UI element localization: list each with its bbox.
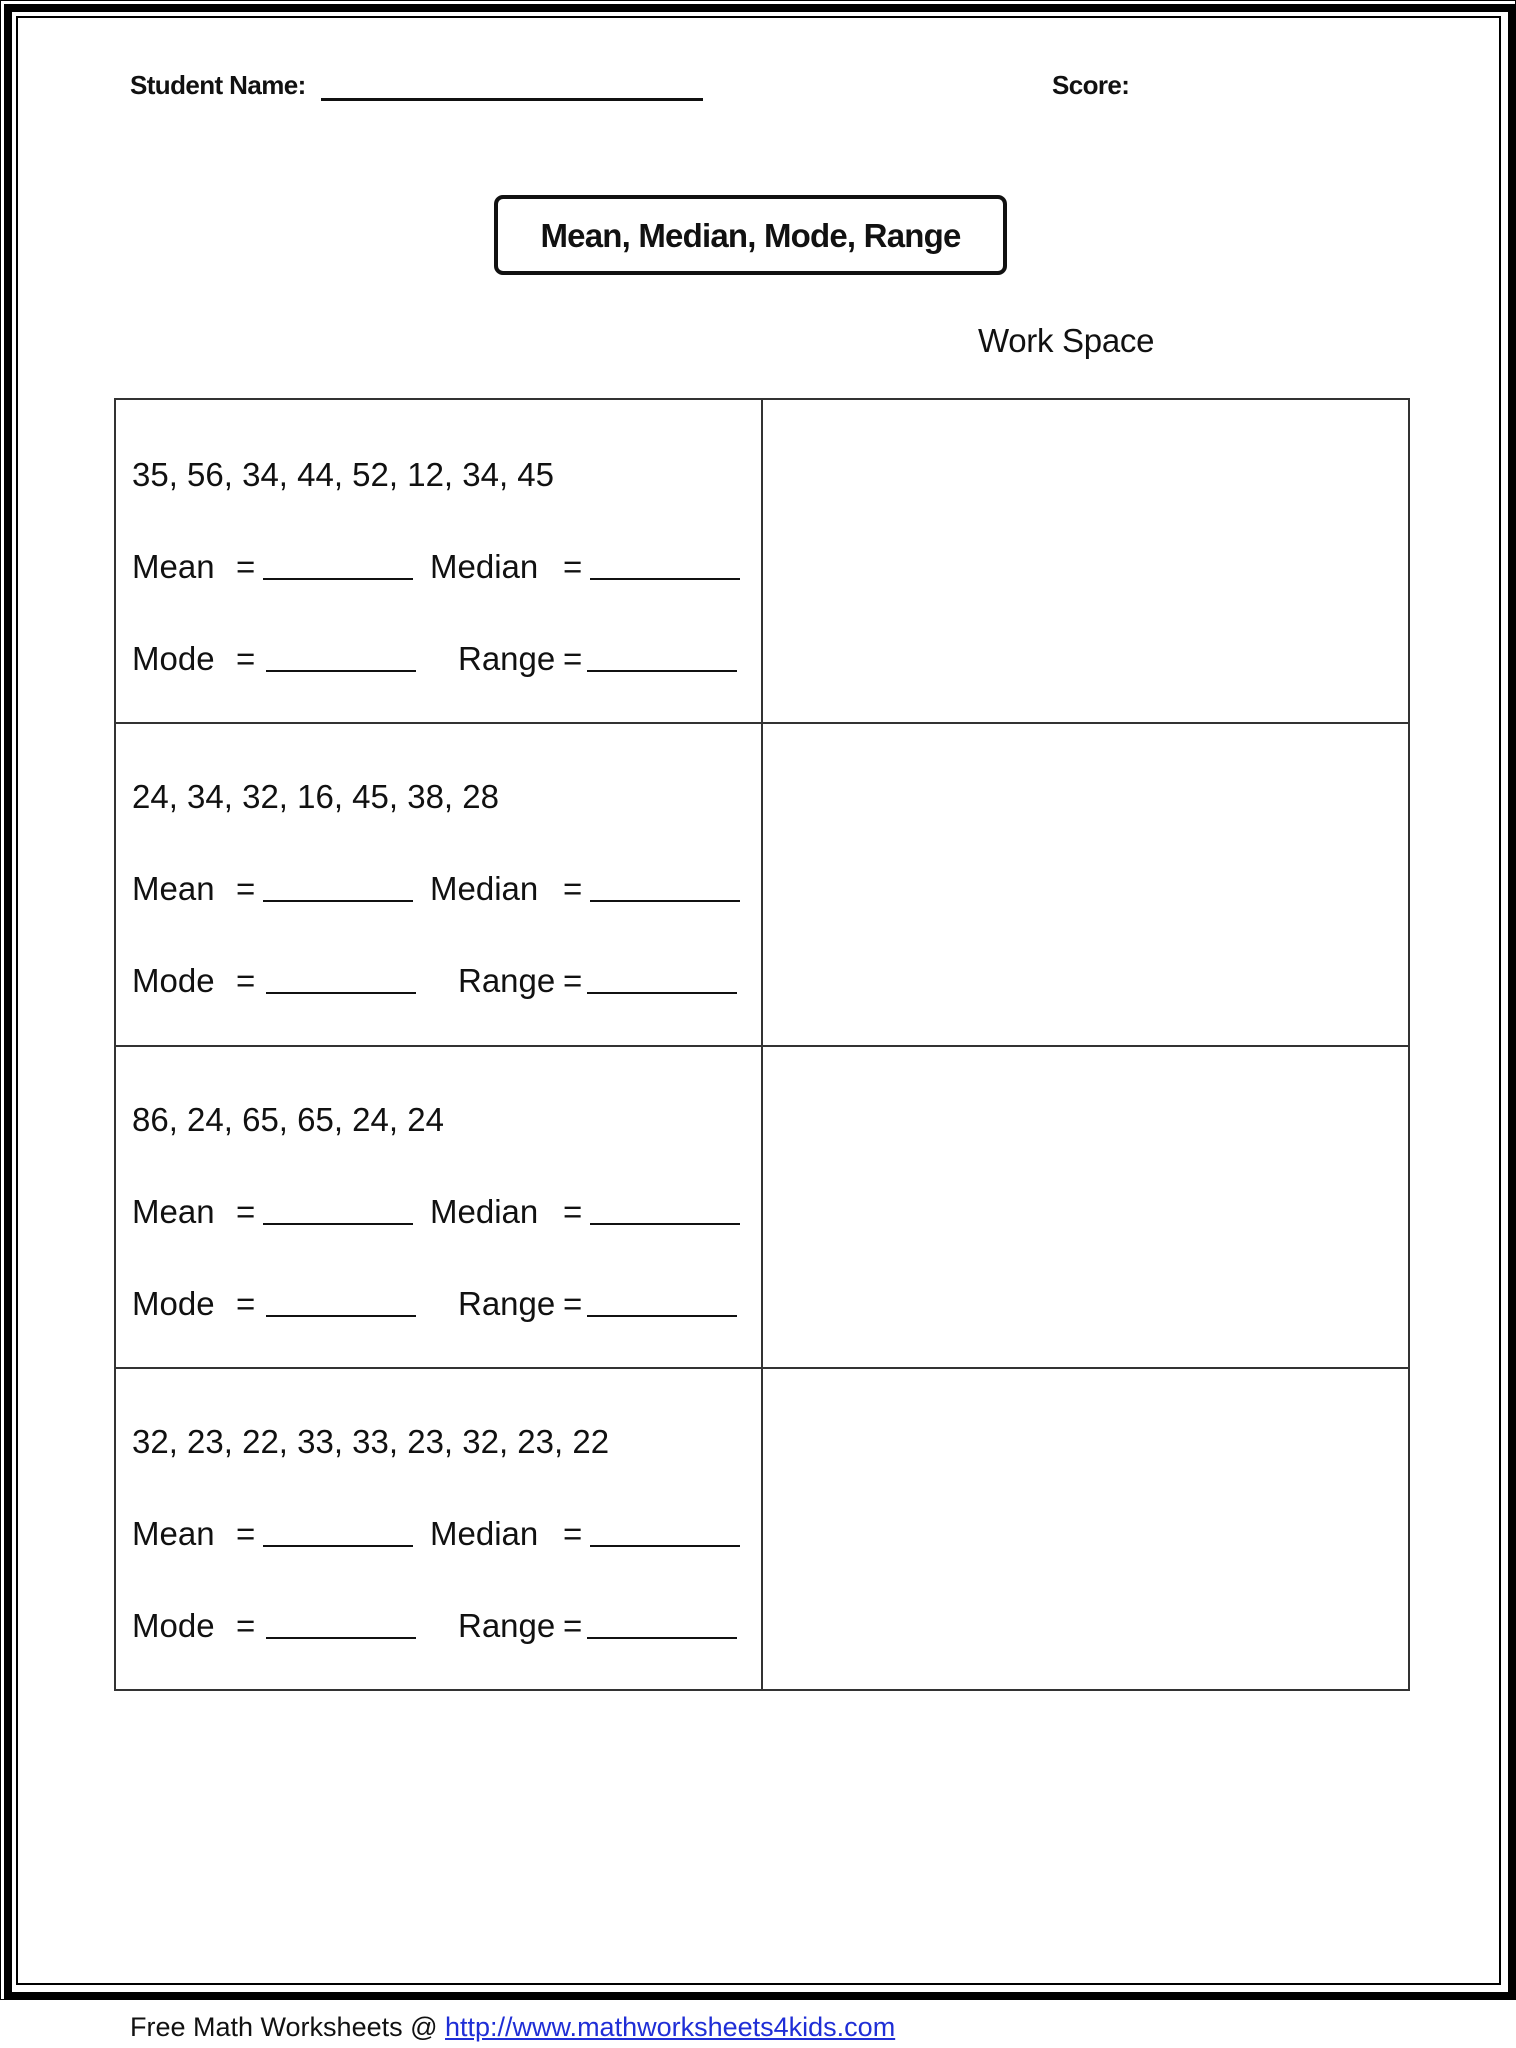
mean-answer-field[interactable] bbox=[263, 900, 413, 902]
median-answer-field[interactable] bbox=[590, 900, 740, 902]
mode-label: Mode bbox=[132, 1285, 215, 1322]
mode-answer-field[interactable] bbox=[266, 670, 416, 672]
score-label: Score: bbox=[1052, 70, 1130, 100]
work-space-label: Work Space bbox=[978, 322, 1155, 359]
equals-sign: = bbox=[236, 962, 256, 999]
mode-answer-field[interactable] bbox=[266, 1315, 416, 1317]
range-label: Range bbox=[458, 640, 556, 677]
equals-sign: = bbox=[236, 548, 256, 585]
equals-sign: = bbox=[563, 870, 583, 907]
work-space-cell-4[interactable] bbox=[763, 1369, 1408, 1689]
range-answer-field[interactable] bbox=[587, 1637, 737, 1639]
median-label: Median bbox=[430, 870, 539, 907]
mean-answer-field[interactable] bbox=[263, 1223, 413, 1225]
equals-sign: = bbox=[236, 870, 256, 907]
work-space-cell-3[interactable] bbox=[763, 1047, 1408, 1365]
footer bbox=[130, 2012, 895, 2043]
equals-sign: = bbox=[236, 1607, 256, 1644]
number-list: 35, 56, 34, 44, 52, 12, 34, 45 bbox=[132, 456, 555, 493]
number-list: 86, 24, 65, 65, 24, 24 bbox=[132, 1101, 444, 1138]
number-list: 32, 23, 22, 33, 33, 23, 32, 23, 22 bbox=[132, 1423, 610, 1460]
median-answer-field[interactable] bbox=[590, 1545, 740, 1547]
student-name-field[interactable] bbox=[321, 98, 703, 101]
equals-sign: = bbox=[236, 1515, 256, 1552]
number-list: 24, 34, 32, 16, 45, 38, 28 bbox=[132, 778, 499, 815]
problem-table bbox=[114, 398, 1410, 1691]
mean-label: Mean bbox=[132, 1515, 215, 1552]
range-label: Range bbox=[458, 1607, 556, 1644]
work-space-cell-2[interactable] bbox=[763, 724, 1408, 1043]
median-label: Median bbox=[430, 548, 539, 585]
range-answer-field[interactable] bbox=[587, 992, 737, 994]
equals-sign: = bbox=[236, 1193, 256, 1230]
range-label: Range bbox=[458, 962, 556, 999]
equals-sign: = bbox=[563, 1515, 583, 1552]
worksheet-title-box bbox=[494, 195, 1007, 275]
equals-sign: = bbox=[563, 1607, 583, 1644]
median-label: Median bbox=[430, 1515, 539, 1552]
equals-sign: = bbox=[563, 1193, 583, 1230]
mode-label: Mode bbox=[132, 1607, 215, 1644]
equals-sign: = bbox=[236, 1285, 256, 1322]
equals-sign: = bbox=[563, 962, 583, 999]
equals-sign: = bbox=[563, 640, 583, 677]
worksheet-title: Mean, Median, Mode, Range bbox=[540, 217, 961, 254]
range-answer-field[interactable] bbox=[587, 1315, 737, 1317]
mean-label: Mean bbox=[132, 870, 215, 907]
mode-answer-field[interactable] bbox=[266, 1637, 416, 1639]
footer-link[interactable]: http://www.mathworksheets4kids.com bbox=[445, 2012, 896, 2042]
mean-label: Mean bbox=[132, 548, 215, 585]
median-answer-field[interactable] bbox=[590, 578, 740, 580]
equals-sign: = bbox=[236, 640, 256, 677]
range-answer-field[interactable] bbox=[587, 670, 737, 672]
mean-label: Mean bbox=[132, 1193, 215, 1230]
median-answer-field[interactable] bbox=[590, 1223, 740, 1225]
footer-text: Free Math Worksheets @ bbox=[130, 2012, 446, 2042]
range-label: Range bbox=[458, 1285, 556, 1322]
mode-label: Mode bbox=[132, 962, 215, 999]
student-name-label: Student Name: bbox=[130, 70, 306, 100]
mode-label: Mode bbox=[132, 640, 215, 677]
median-label: Median bbox=[430, 1193, 539, 1230]
equals-sign: = bbox=[563, 1285, 583, 1322]
mean-answer-field[interactable] bbox=[263, 1545, 413, 1547]
work-space-cell-1[interactable] bbox=[763, 400, 1408, 720]
equals-sign: = bbox=[563, 548, 583, 585]
mode-answer-field[interactable] bbox=[266, 992, 416, 994]
mean-answer-field[interactable] bbox=[263, 578, 413, 580]
